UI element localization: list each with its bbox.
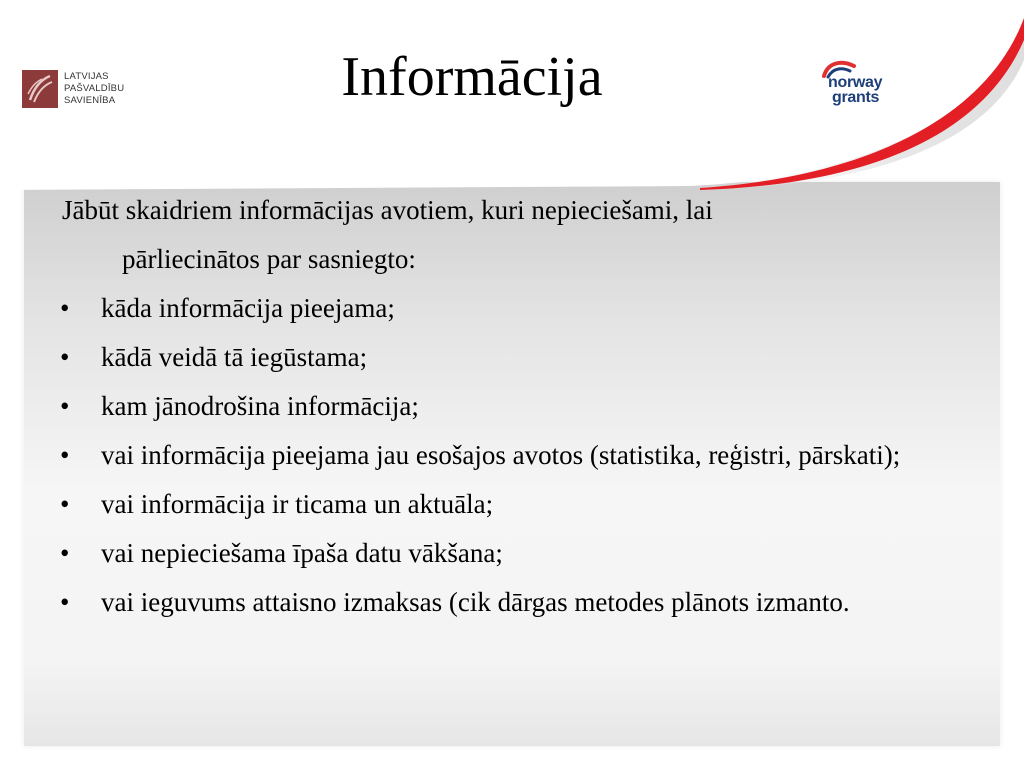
bullet-list <box>62 290 952 620</box>
lps-line-3: SAVIENĪBA <box>64 95 116 106</box>
lps-line-1: LATVIJAS <box>64 71 109 82</box>
bullet-icon: • <box>60 587 70 617</box>
lps-line-2: PAŠVALDĪBU <box>64 83 125 94</box>
bullet-icon: • <box>60 293 70 323</box>
list-item-text: kādā veidā tā iegūstama; <box>101 342 368 372</box>
norway-grants-line-2: grants <box>832 89 880 106</box>
intro-line-1: Jābūt skaidriem informācijas avotiem, kuri nepieciešami, lai <box>62 195 713 225</box>
norway-grants-logo <box>820 58 900 110</box>
list-item <box>62 584 952 620</box>
list-item-text: vai ieguvums attaisno izmaksas (cik dārgas metodes plānots izmanto. <box>101 587 850 617</box>
list-item <box>62 388 952 424</box>
list-item <box>62 437 952 473</box>
bullet-icon: • <box>60 440 70 470</box>
list-item-text: vai informācija pieejama jau esošajos avotos (statistika, reģistri, pārskati); <box>101 440 901 470</box>
list-item <box>62 535 952 571</box>
bullet-icon: • <box>60 391 70 421</box>
list-item <box>62 339 952 375</box>
list-item-text: kam jānodrošina informācija; <box>101 391 419 421</box>
list-item-text: kāda informācija pieejama; <box>101 293 395 323</box>
slide-title: Informācija <box>341 46 603 108</box>
list-item <box>62 486 952 522</box>
list-item-text: vai informācija ir ticama un aktuāla; <box>101 489 494 519</box>
bullet-icon: • <box>60 538 70 568</box>
intro-line-2: pārliecinātos par sasniegto: <box>122 244 416 274</box>
list-item-text: vai nepieciešama īpaša datu vākšana; <box>101 538 503 568</box>
norway-grants-line-1: norway <box>828 74 883 91</box>
bullet-icon: • <box>60 489 70 519</box>
intro-paragraph <box>62 186 952 284</box>
slide-body <box>62 186 952 633</box>
list-item <box>62 290 952 326</box>
bullet-icon: • <box>60 342 70 372</box>
